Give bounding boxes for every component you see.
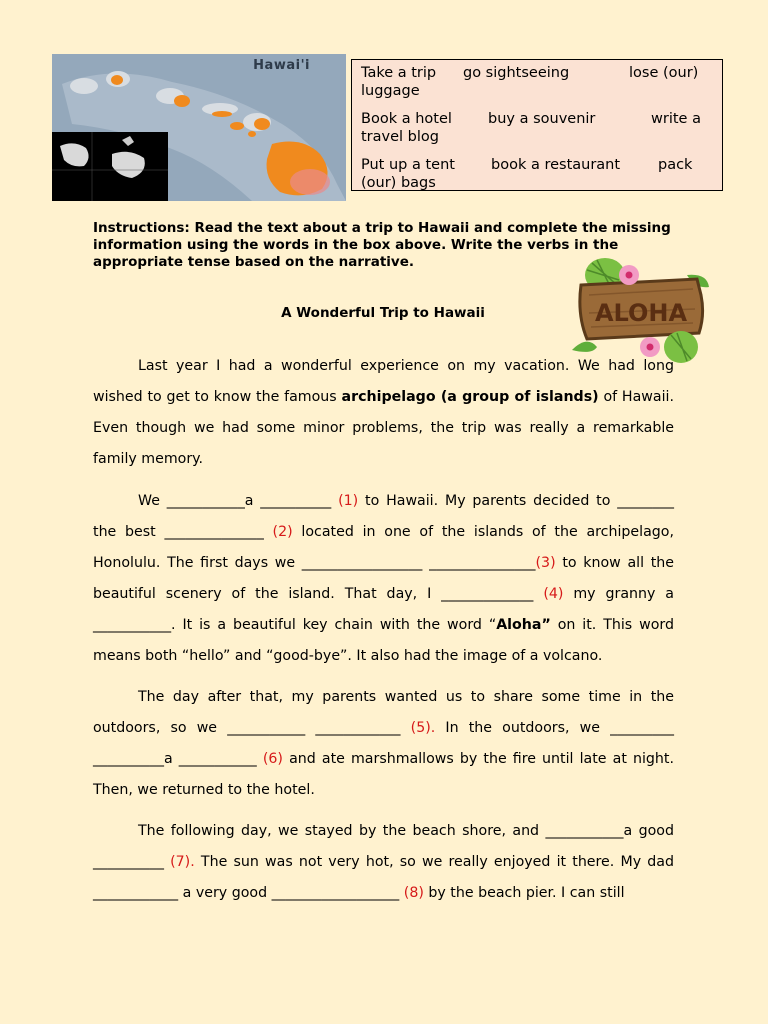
blank-number: (2) (272, 524, 293, 540)
paragraph-text: on it. This word means both “hello” and “good-bye”. It also had the image of a volcano. (93, 617, 674, 664)
paragraph-text: to Hawaii. My parents decided to ________ the best ______________ (93, 493, 675, 540)
word-bank-item: pack (our) bags (361, 157, 693, 191)
paragraph-bold-term: archipelago (a group of islands) (341, 389, 599, 405)
hawaii-map-image (52, 54, 346, 201)
word-bank-item: write a travel blog (361, 111, 701, 145)
word-bank-item: Put up a tent (361, 157, 455, 173)
word-bank-row (352, 64, 722, 105)
blank-number: (3) (535, 555, 556, 571)
paragraph-text: Last year I had a wonderful experience on my vacation. We had long wished to get to know the famous (93, 358, 674, 405)
paragraph-text: by the beach pier. I can still (423, 885, 625, 901)
story-title: A Wonderful Trip to Hawaii (281, 305, 485, 321)
instructions-text: Instructions: Read the text about a trip to Hawaii and complete the missing information using the words in the box above. Write the verbs in the appropriate tense based on the narrative. (93, 220, 671, 270)
paragraph-text: In the outdoors, we _________ __________a ___________ (93, 720, 674, 767)
paragraph-text: to know all the beautiful scenery of the island. That day, I _____________ (93, 555, 675, 602)
blank-number: (4) (543, 586, 564, 602)
word-bank-item: Book a hotel (361, 111, 452, 127)
story-paragraph-1 (93, 351, 674, 475)
blank-number: (6) (262, 751, 283, 767)
word-bank-item: book a restaurant (491, 157, 621, 173)
word-bank-item: Take a trip (361, 65, 437, 81)
story-paragraph-2 (93, 486, 674, 672)
blank-number: (1) (338, 493, 359, 509)
map-title: Hawai'i (253, 58, 310, 73)
aloha-sign-text: ALOHA (594, 299, 688, 327)
blank-number: (5). (410, 720, 436, 736)
word-bank-item: buy a souvenir (488, 111, 596, 127)
blank-number: (8) (403, 885, 424, 901)
map-graphic (52, 54, 346, 201)
paragraph-bold-term: Aloha” (496, 617, 551, 633)
word-bank-box (351, 59, 723, 191)
paragraph-text: The sun was not very hot, so we really enjoyed it there. My dad ____________ a very good __________________ (93, 854, 674, 901)
paragraph-text: of Hawaii. Even though we had some minor problems, the trip was really a remarkable family memory. (93, 389, 674, 467)
paragraph-text: We ___________a __________ (138, 493, 339, 509)
word-bank-item: go sightseeing (463, 65, 570, 81)
word-bank-item: lose (our) luggage (361, 65, 699, 99)
paragraph-text: and ate marshmallows by the fire until late at night. Then, we returned to the hotel. (93, 751, 674, 798)
blank-number: (7). (170, 854, 195, 870)
word-bank-row (352, 156, 722, 191)
story-paragraph-3 (93, 682, 674, 806)
paragraph-text: The day after that, my parents wanted us to share some time in the outdoors, so we ___________ ____________ (93, 689, 674, 736)
paragraph-text: located in one of the islands of the archipelago, Honolulu. The first days we _________________ _______________ (93, 524, 674, 571)
paragraph-text: my granny a ___________. It is a beautiful key chain with the word “ (93, 586, 675, 633)
paragraph-text: The following day, we stayed by the beach shore, and ___________a good __________ (93, 823, 674, 870)
word-bank-row (352, 110, 722, 151)
story-paragraph-4 (93, 816, 674, 909)
